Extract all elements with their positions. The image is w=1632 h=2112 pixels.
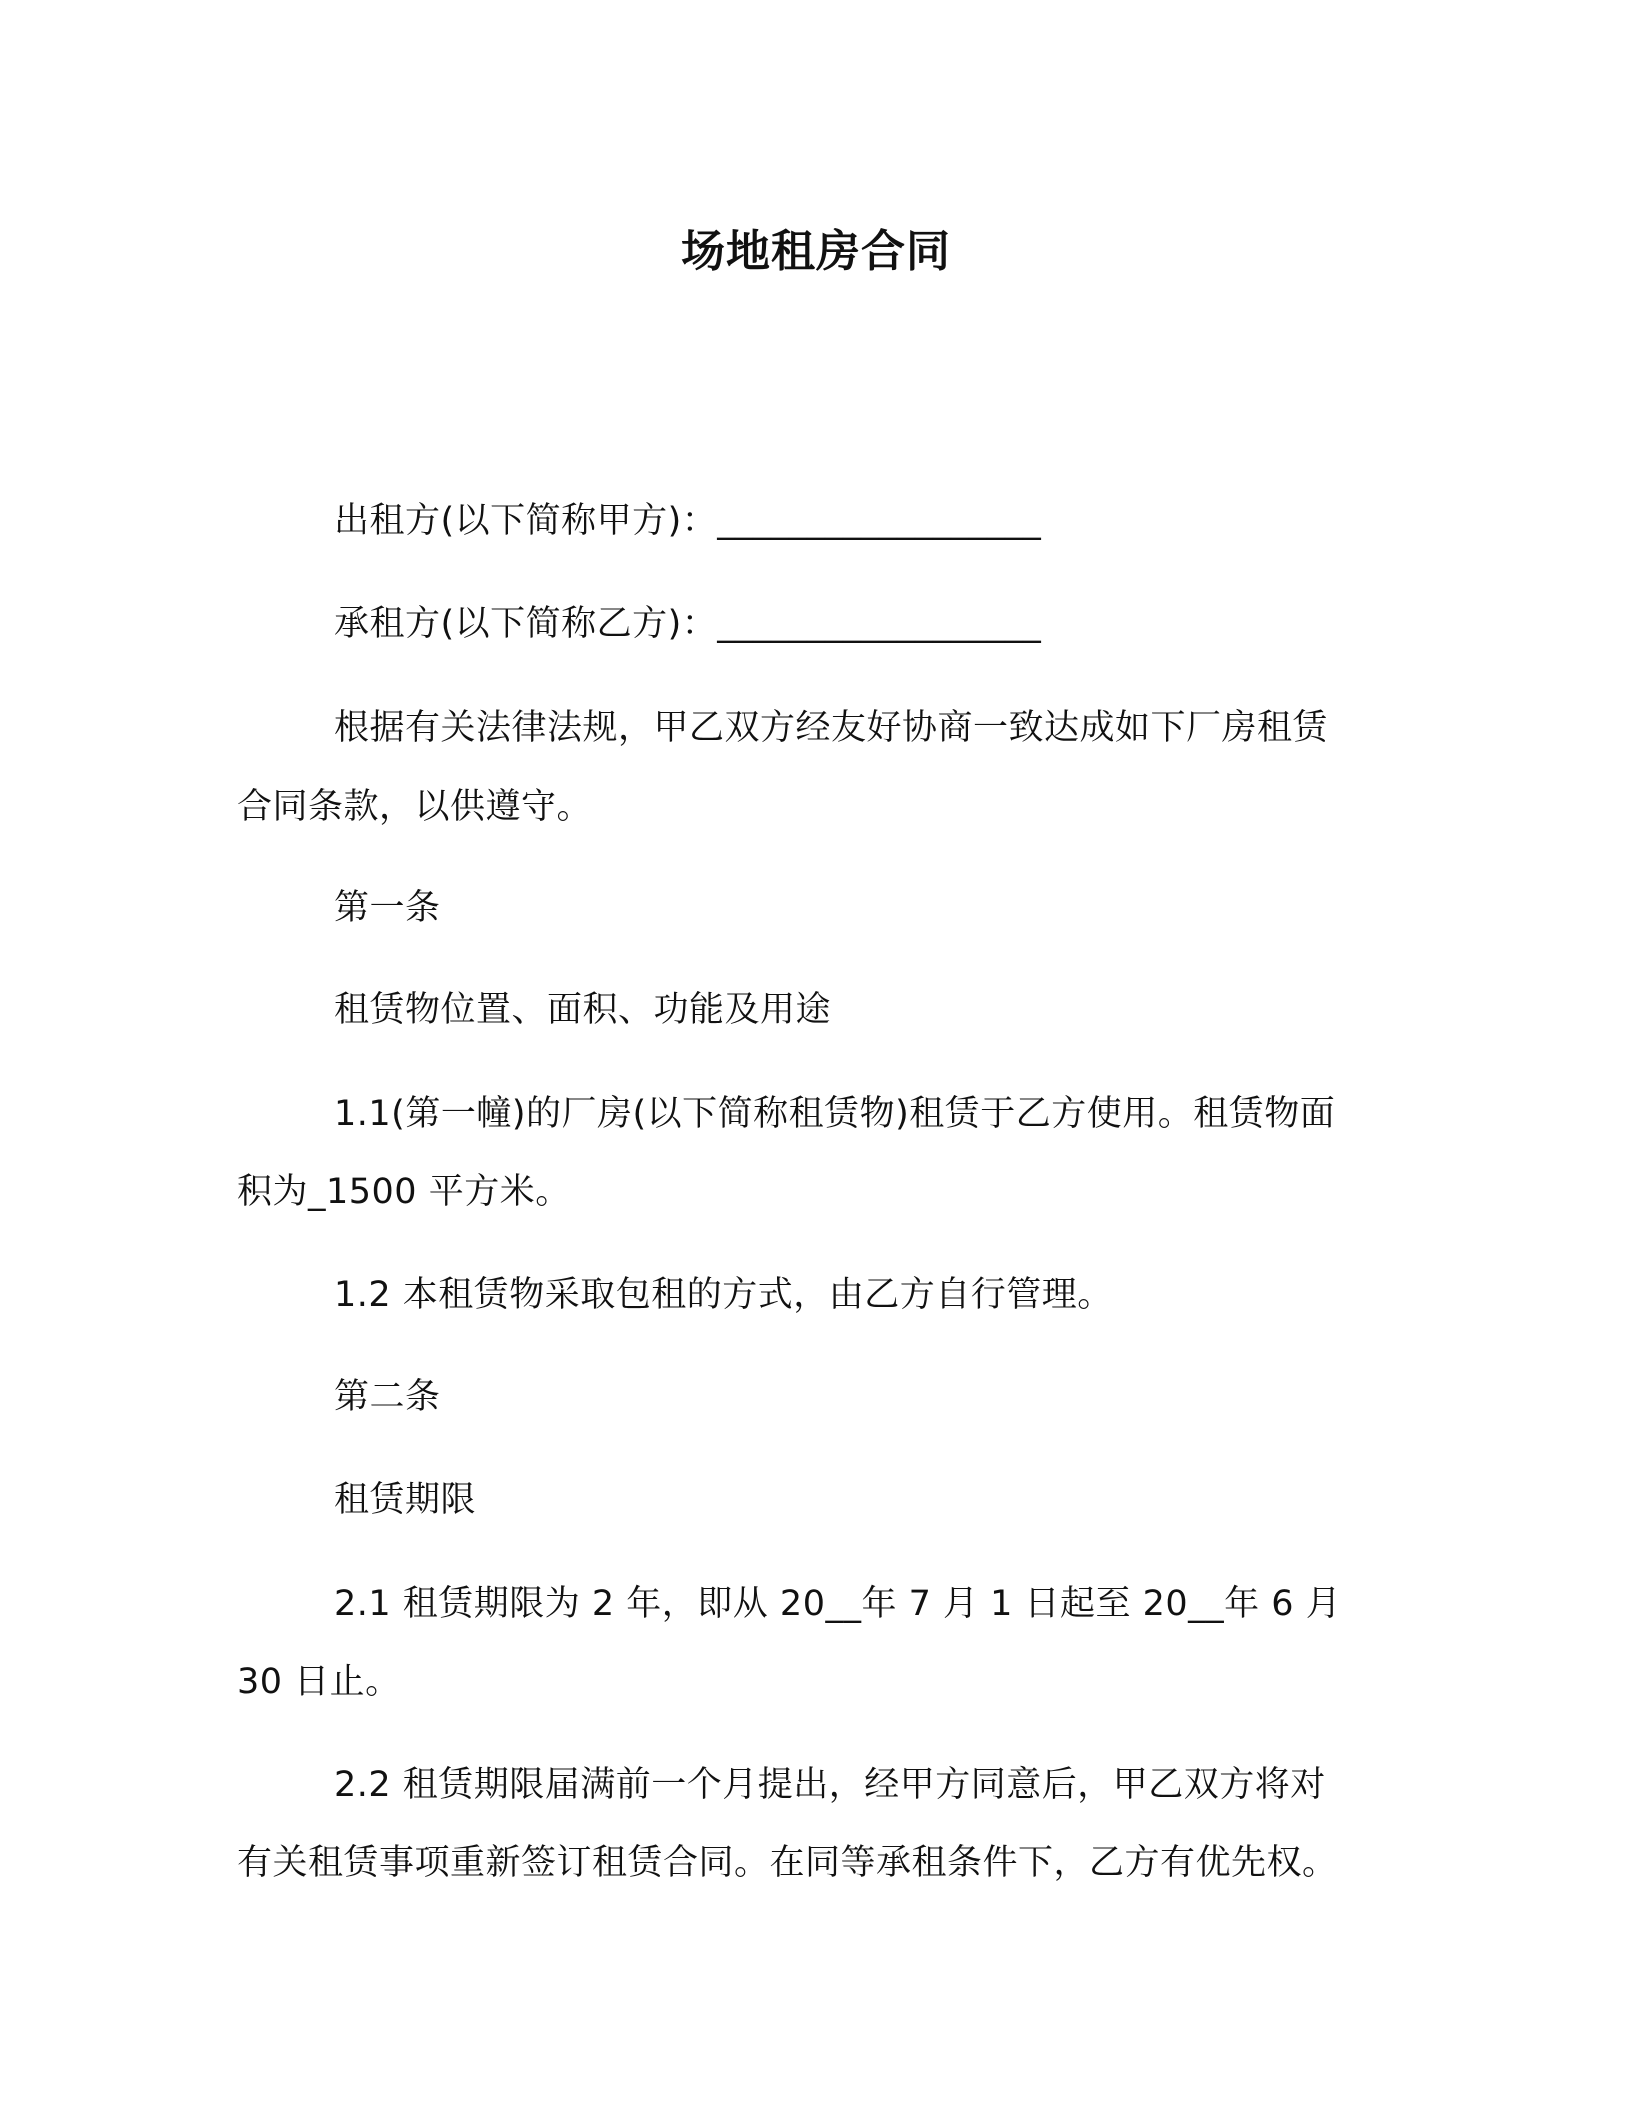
clause-1-1-line-2: 积为_1500 平方米。 [237, 1172, 571, 1212]
document-title: 场地租房合同 [681, 226, 951, 277]
clause-2-2-line-2: 有关租赁事项重新签订租赁合同。在同等承租条件下，乙方有优先权。 [237, 1843, 1338, 1883]
clause-2-1-line-1: 2.1 租赁期限为 2 年，即从 20__年 7 月 1 日起至 20__年 6 月 [334, 1584, 1342, 1624]
preamble-line-2: 合同条款，以供遵守。 [237, 787, 593, 827]
clause-1-1-line-1: 1.1(第一幢)的厂房(以下简称租赁物)租赁于乙方使用。租赁物面 [334, 1094, 1336, 1134]
lessee-line: 承租方(以下简称乙方)：__________________ [334, 604, 1042, 644]
clause-1-2: 1.2 本租赁物采取包租的方式，由乙方自行管理。 [334, 1275, 1113, 1315]
lessor-line: 出租方(以下简称甲方)：__________________ [334, 501, 1042, 541]
article-2-heading: 第二条 [334, 1377, 441, 1417]
clause-2-2-line-1: 2.2 租赁期限届满前一个月提出，经甲方同意后，甲乙双方将对 [334, 1765, 1326, 1805]
article-2-title: 租赁期限 [334, 1480, 477, 1520]
article-1-title: 租赁物位置、面积、功能及用途 [334, 990, 832, 1030]
article-1-heading: 第一条 [334, 888, 441, 928]
clause-2-1-line-2: 30 日止。 [237, 1662, 401, 1702]
preamble-line-1: 根据有关法律法规，甲乙双方经友好协商一致达成如下厂房租赁 [334, 708, 1329, 748]
